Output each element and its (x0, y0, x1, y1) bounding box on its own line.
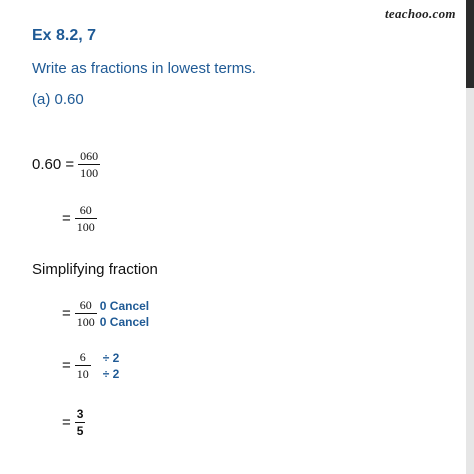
step-4 (62, 351, 119, 380)
step-5 (62, 408, 85, 437)
step-1-lhs: 0.60 = (32, 156, 75, 173)
step-5-numerator: 3 (76, 407, 84, 421)
step-3-annotation-bottom: 0 Cancel (99, 314, 150, 329)
step-4-annotation (103, 352, 120, 380)
step-1-denominator: 100 (80, 166, 99, 180)
step-5-fraction (75, 408, 86, 437)
simplifying-label: Simplifying fraction (32, 261, 158, 278)
step-2-fraction (75, 204, 97, 233)
step-4-denominator: 10 (76, 367, 89, 381)
step-4-fraction (75, 351, 91, 380)
step-3-annotation-top: 0 Cancel (99, 298, 150, 313)
step-5-denominator: 5 (76, 424, 84, 438)
step-1 (32, 150, 100, 179)
step-1-numerator: 060 (80, 149, 99, 163)
step-4-annotation-top: ÷ 2 (102, 350, 120, 365)
step-3-numerator: 60 (79, 298, 92, 312)
step-2-numerator: 60 (79, 203, 92, 217)
step-3-annotation (100, 300, 149, 328)
scrollbar-thumb[interactable] (466, 0, 474, 88)
step-2 (62, 204, 97, 233)
step-3-fraction (75, 299, 97, 328)
step-4-numerator: 6 (79, 350, 86, 364)
scrollbar[interactable] (466, 0, 474, 474)
question-instruction: Write as fractions in lowest terms. (32, 60, 256, 77)
step-3-denominator: 100 (76, 315, 95, 329)
step-1-fraction (78, 150, 100, 179)
step-5-lhs: = (62, 414, 71, 431)
exercise-heading: Ex 8.2, 7 (32, 27, 97, 44)
step-4-annotation-bottom: ÷ 2 (102, 366, 120, 381)
step-2-denominator: 100 (76, 220, 95, 234)
step-4-lhs: = (62, 357, 71, 374)
step-3 (62, 299, 149, 328)
step-2-lhs: = (62, 210, 71, 227)
teachoo-watermark: teachoo.com (385, 6, 456, 21)
step-3-lhs: = (62, 305, 71, 322)
question-part: (a) 0.60 (32, 91, 84, 108)
